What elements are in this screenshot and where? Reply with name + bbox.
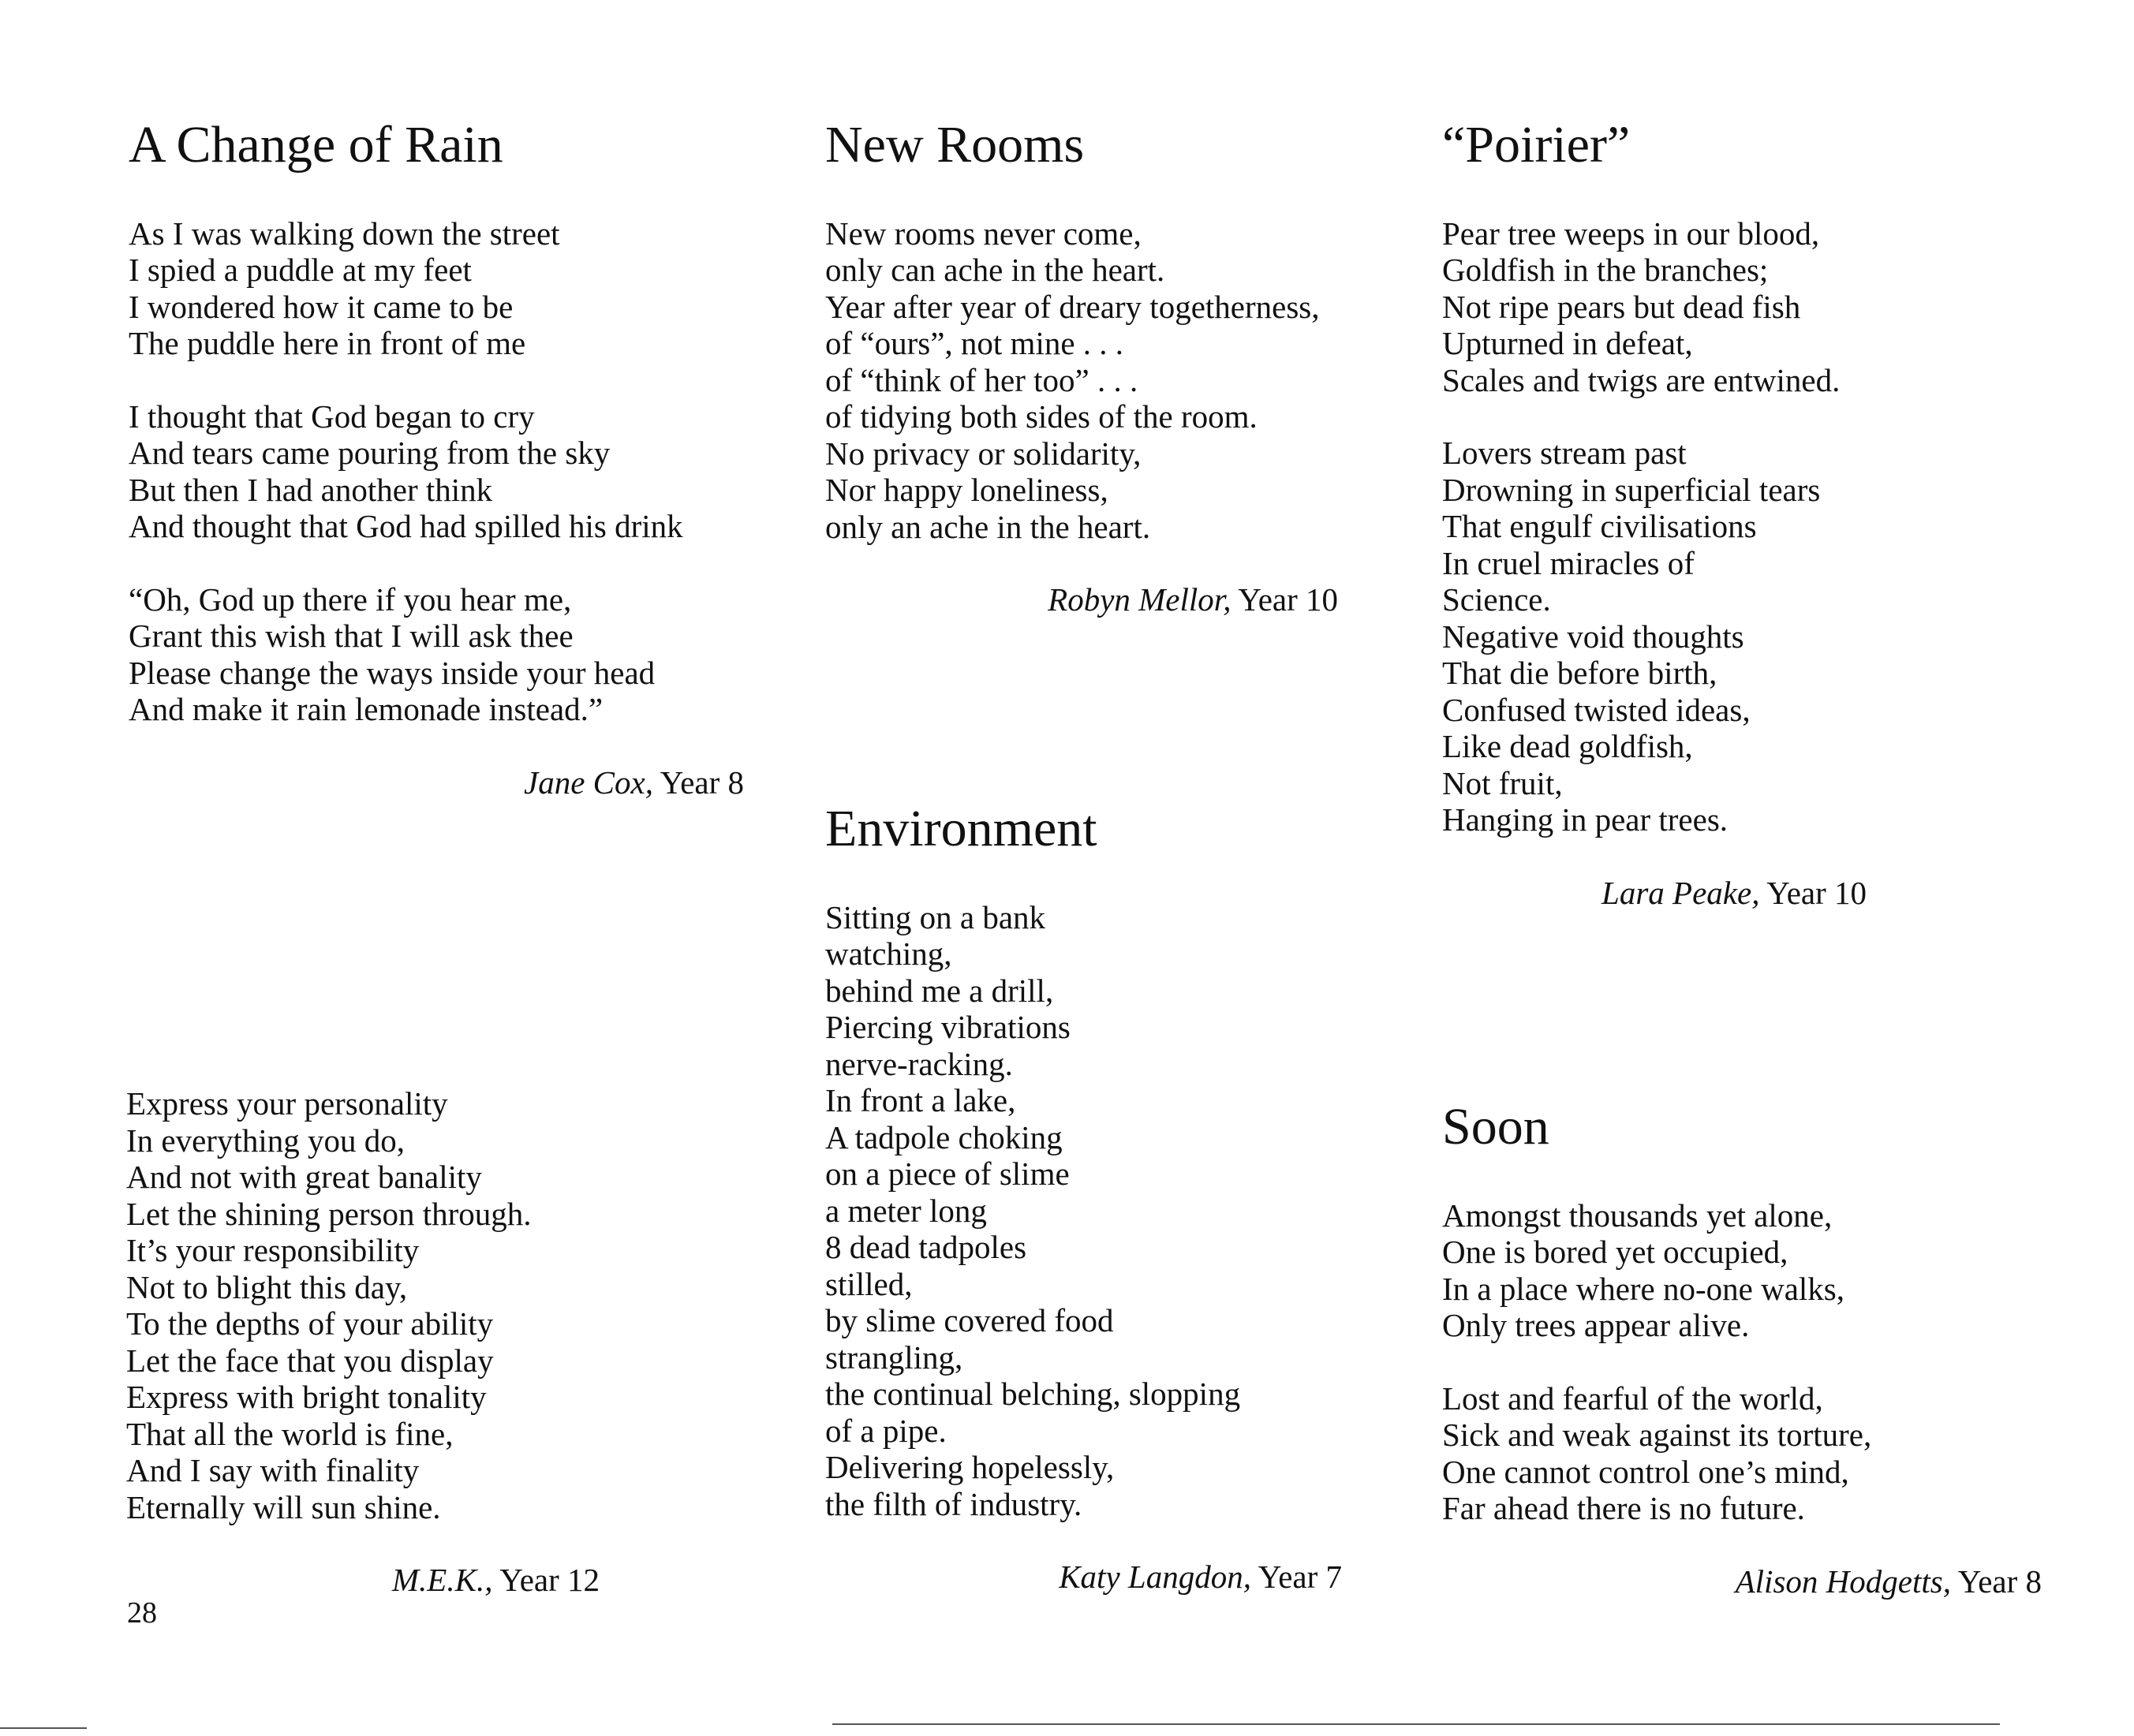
stanza	[126, 1085, 600, 1525]
poem-line: Drowning in superficial tears	[1442, 471, 1821, 508]
poem-line: I thought that God began to cry	[129, 398, 535, 435]
poem-line: strangling,	[825, 1338, 963, 1376]
poem-line: I wondered how it came to be	[129, 288, 514, 325]
author-year: Year 8	[660, 763, 744, 801]
poem-line: nerve-racking.	[825, 1045, 1013, 1082]
poem-line: Grant this wish that I will ask thee	[129, 618, 574, 655]
poem-line: Sitting on a bank	[825, 898, 1046, 935]
poem-line: That die before birth,	[1442, 655, 1717, 692]
poem-line: Hanging in pear trees.	[1442, 801, 1729, 838]
poem-title: “Poirier”	[1442, 116, 1631, 174]
poem-line: of “think of her too” . . .	[825, 361, 1138, 398]
stanza	[129, 581, 744, 728]
poem-soon	[1442, 1099, 2042, 1600]
poem-line: Sick and weak against its torture,	[1442, 1417, 1872, 1454]
byline	[129, 764, 744, 801]
poem-line: 8 dead tadpoles	[825, 1229, 1027, 1266]
poem-line: To the depths of your ability	[126, 1305, 494, 1342]
poem-poirier	[1442, 117, 1867, 911]
poem-line: No privacy or solidarity,	[825, 435, 1142, 472]
byline	[1442, 875, 1867, 912]
poem-line: I spied a puddle at my feet	[129, 252, 472, 289]
poem-line: Not fruit,	[1442, 764, 1563, 801]
poem-line: Delivering hopelessly,	[825, 1449, 1115, 1486]
poem-line: In cruel miracles of	[1442, 544, 1695, 581]
poem-line: Pear tree weeps in our blood,	[1442, 215, 1820, 252]
poem-line: Upturned in defeat,	[1442, 325, 1693, 362]
poem-title: New Rooms	[825, 116, 1085, 174]
stanza	[129, 398, 744, 545]
poem-line: Not to blight this day,	[126, 1268, 408, 1305]
poem-a-change-of-rain	[129, 117, 744, 801]
poem-line: Express your personality	[126, 1085, 448, 1122]
poem-line: Piercing vibrations	[825, 1009, 1071, 1046]
poem-line: a meter long	[825, 1192, 987, 1229]
poem-line: And I say with finality	[126, 1452, 420, 1488]
poem-line: Let the shining person through.	[126, 1195, 532, 1232]
author-name: Katy Langdon,	[1059, 1559, 1251, 1596]
author-year: Year 8	[1957, 1562, 2042, 1600]
poem-line: Science.	[1442, 581, 1551, 618]
poem-line: That all the world is fine,	[126, 1415, 454, 1452]
poem-line: of tidying both sides of the room.	[825, 398, 1258, 435]
poem-line: And make it rain lemonade instead.”	[129, 691, 604, 728]
poem-line: Eternally will sun shine.	[126, 1488, 441, 1525]
poem-line: Far ahead there is no future.	[1442, 1490, 1805, 1527]
poem-environment	[825, 801, 1342, 1596]
poem-line: Please change the ways inside your head	[129, 654, 656, 691]
poem-line: only an ache in the heart.	[825, 508, 1151, 545]
poem-line: Nor happy loneliness,	[825, 472, 1108, 509]
poem-line: of “ours”, not mine . . .	[825, 325, 1124, 362]
poem-line: only can ache in the heart.	[825, 252, 1165, 289]
poem-title: Environment	[825, 800, 1097, 857]
poem-line: New rooms never come,	[825, 215, 1142, 252]
bottom-rule-right	[832, 1723, 2000, 1725]
poem-line: In a place where no-one walks,	[1442, 1270, 1844, 1307]
poem-line: Amongst thousands yet alone,	[1442, 1197, 1833, 1234]
poem-express-your-personality	[126, 1085, 600, 1599]
poem-line: It’s your responsibility	[126, 1232, 420, 1268]
byline	[1442, 1563, 2042, 1600]
page-number: 28	[127, 1596, 157, 1630]
author-year: Year 10	[1766, 874, 1867, 911]
poem-line: Confused twisted ideas,	[1442, 691, 1751, 728]
poem-line: Lost and fearful of the world,	[1442, 1379, 1823, 1417]
poem-line: In front a lake,	[825, 1082, 1016, 1119]
poem-line: A tadpole choking	[825, 1118, 1063, 1155]
poem-line: Year after year of dreary togetherness,	[825, 288, 1320, 325]
author-year: Year 10	[1238, 581, 1338, 618]
stanza	[825, 215, 1338, 546]
poem-line: of a pipe.	[825, 1412, 947, 1449]
poem-line: the continual belching, slopping	[825, 1376, 1241, 1413]
poem-line: the filth of industry.	[825, 1485, 1082, 1522]
byline	[126, 1562, 600, 1599]
author-name: Jane Cox,	[524, 763, 653, 801]
poem-line: And thought that God had spilled his drink	[129, 508, 683, 545]
poem-line: on a piece of slime	[825, 1155, 1070, 1193]
poem-line: Like dead goldfish,	[1442, 728, 1693, 765]
poem-line: One cannot control one’s mind,	[1442, 1453, 1849, 1490]
poem-line: And tears came pouring from the sky	[129, 435, 611, 472]
poem-title: A Change of Rain	[129, 116, 503, 174]
poem-title: Soon	[1442, 1098, 1549, 1155]
poem-line: And not with great banality	[126, 1159, 482, 1195]
poem-line: One is bored yet occupied,	[1442, 1234, 1788, 1271]
poem-line: by slime covered food	[825, 1302, 1114, 1339]
author-name: Robyn Mellor,	[1048, 581, 1231, 618]
author-name: Alison Hodgetts,	[1735, 1562, 1951, 1600]
stanza	[1442, 1380, 2042, 1527]
poem-line: Negative void thoughts	[1442, 618, 1744, 655]
poem-line: “Oh, God up there if you hear me,	[129, 581, 572, 618]
poem-line: That engulf civilisations	[1442, 508, 1757, 545]
poem-line: The puddle here in front of me	[129, 325, 526, 362]
poem-line: But then I had another think	[129, 471, 493, 508]
poem-line: Lovers stream past	[1442, 435, 1687, 472]
author-name: Lara Peake,	[1601, 874, 1760, 911]
author-year: Year 7	[1258, 1559, 1342, 1596]
byline	[825, 1559, 1342, 1596]
poem-line: stilled,	[825, 1265, 913, 1302]
poem-line: Goldfish in the branches;	[1442, 252, 1769, 289]
stanza	[1442, 1197, 2042, 1344]
poem-new-rooms	[825, 117, 1338, 618]
author-name: M.E.K.,	[391, 1562, 493, 1598]
stanza	[1442, 215, 1867, 399]
stanza	[129, 215, 744, 362]
poem-line: Only trees appear alive.	[1442, 1307, 1750, 1344]
poem-line: In everything you do,	[126, 1122, 405, 1159]
author-year: Year 12	[499, 1562, 600, 1598]
poem-line: watching,	[825, 935, 952, 973]
stanza	[1442, 435, 1867, 838]
byline	[825, 581, 1338, 618]
bottom-rule-left	[0, 1727, 87, 1729]
poem-line: Let the face that you display	[126, 1342, 494, 1379]
poem-line: As I was walking down the street	[129, 215, 560, 252]
poem-line: behind me a drill,	[825, 972, 1054, 1009]
poem-line: Not ripe pears but dead fish	[1442, 288, 1801, 325]
stanza	[825, 899, 1342, 1523]
poem-line: Express with bright tonality	[126, 1379, 487, 1415]
poem-line: Scales and twigs are entwined.	[1442, 361, 1841, 398]
